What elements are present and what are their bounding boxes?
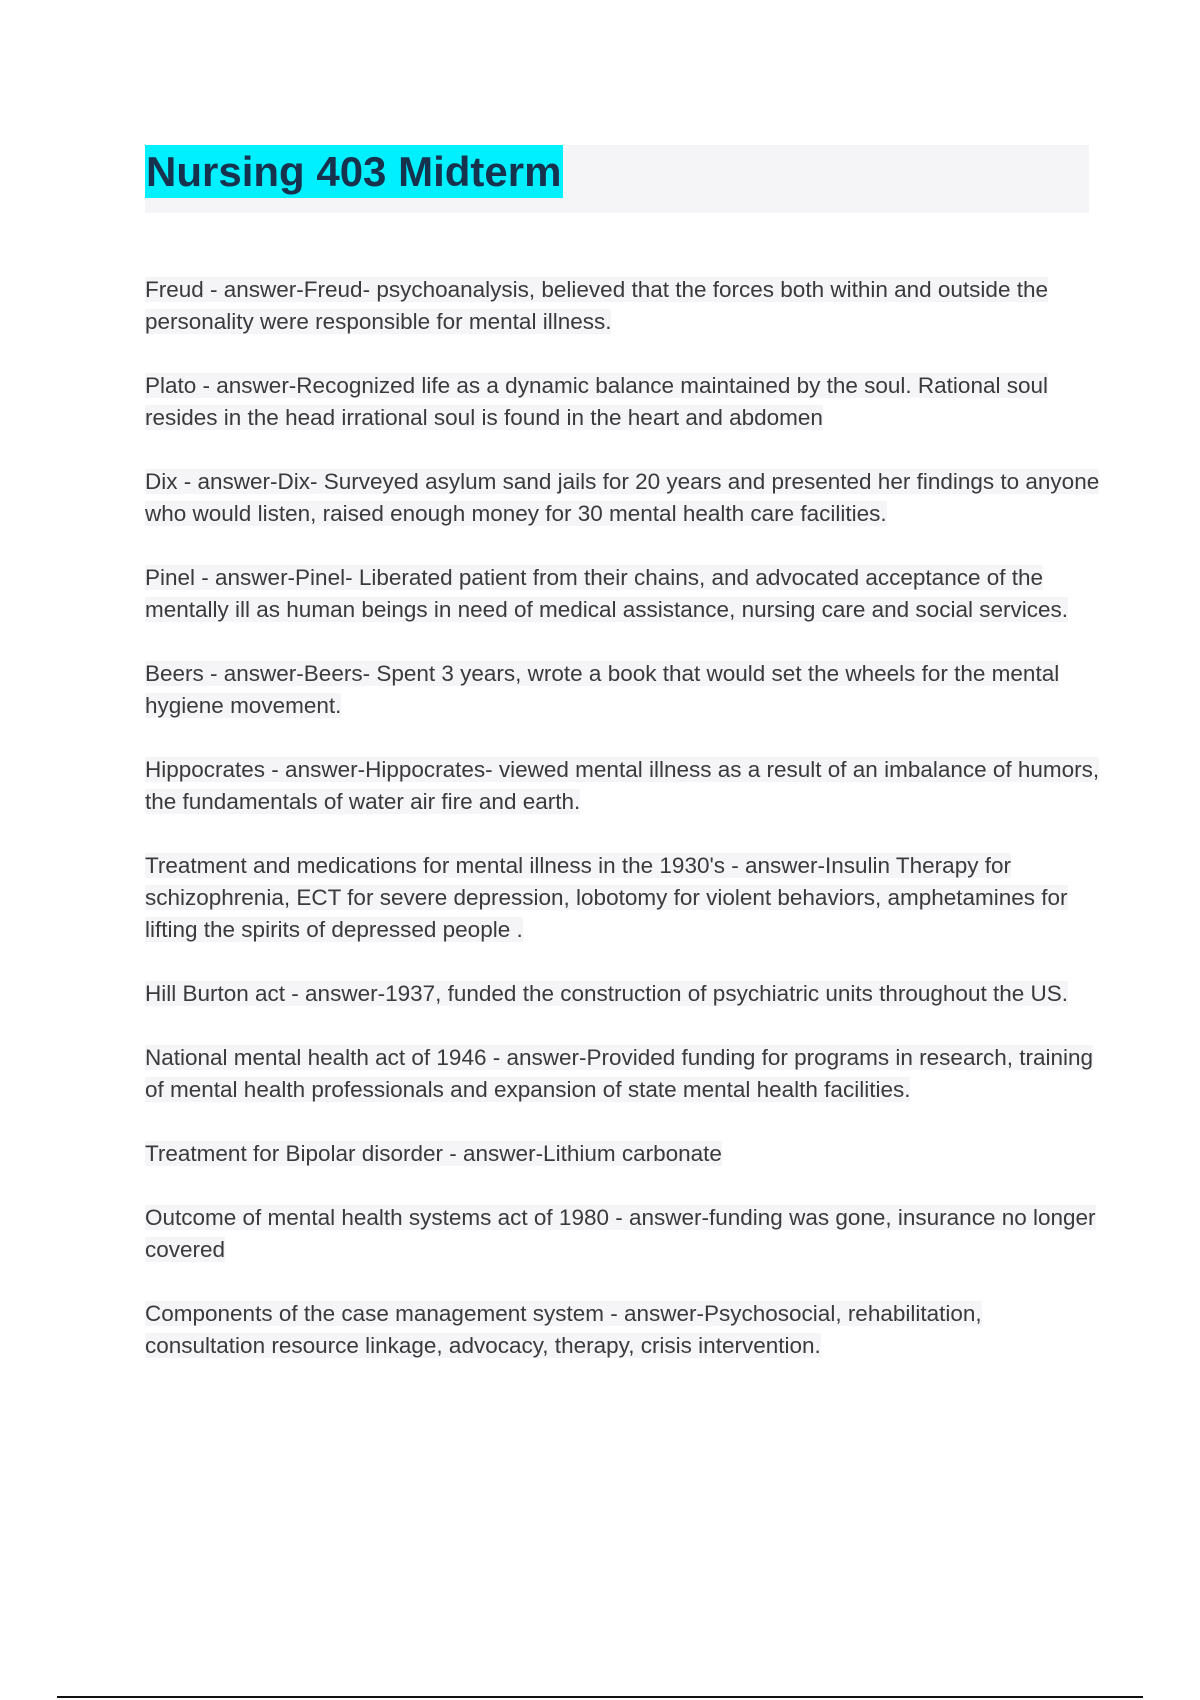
qa-item-hippocrates <box>145 754 1100 818</box>
qa-item-case-management <box>145 1298 1100 1362</box>
footer-rule <box>57 1696 1143 1698</box>
qa-list <box>145 274 1100 1394</box>
qa-item-text: Treatment for Bipolar disorder - answer-Lithium carbonate <box>145 1141 722 1166</box>
qa-item-hill-burton-act <box>145 978 1100 1010</box>
qa-item-treatment-1930s <box>145 850 1100 946</box>
qa-item-bipolar-treatment <box>145 1138 1100 1170</box>
qa-item-text: Beers - answer-Beers- Spent 3 years, wrote a book that would set the wheels for the mental hygiene movement. <box>145 661 1060 718</box>
qa-item-text: Dix - answer-Dix- Surveyed asylum sand jails for 20 years and presented her findings to anyone who would listen, raised enough money for 30 mental health care facilities. <box>145 469 1100 526</box>
qa-item-beers <box>145 658 1100 722</box>
page-title: Nursing 403 Midterm <box>145 145 563 198</box>
qa-item-systems-act-1980 <box>145 1202 1100 1266</box>
qa-item-text: Plato - answer-Recognized life as a dynamic balance maintained by the soul. Rational soul resides in the head irrational soul is found in the heart and abdomen <box>145 373 1048 430</box>
qa-item-text: Components of the case management system - answer-Psychosocial, rehabilitation, consultation resource linkage, advocacy, therapy, crisis intervention. <box>145 1301 982 1358</box>
qa-item-pinel <box>145 562 1100 626</box>
qa-item-text: Outcome of mental health systems act of 1980 - answer-funding was gone, insurance no longer covered <box>145 1205 1096 1262</box>
qa-item-plato <box>145 370 1100 434</box>
qa-item-text: Pinel - answer-Pinel- Liberated patient from their chains, and advocated acceptance of the mentally ill as human beings in need of medical assistance, nursing care and social services. <box>145 565 1068 622</box>
qa-item-text: Treatment and medications for mental illness in the 1930's - answer-Insulin Therapy for schizophrenia, ECT for severe depression, lobotomy for violent behaviors, amphetamines for lifting the spirits of depressed people . <box>145 853 1068 942</box>
qa-item-text: Freud - answer-Freud- psychoanalysis, believed that the forces both within and outside the personality were responsible for mental illness. <box>145 277 1048 334</box>
qa-item-text: Hill Burton act - answer-1937, funded the construction of psychiatric units throughout the US. <box>145 981 1068 1006</box>
qa-item-freud <box>145 274 1100 338</box>
qa-item-dix <box>145 466 1100 530</box>
qa-item-national-mental-health-act <box>145 1042 1100 1106</box>
qa-item-text: National mental health act of 1946 - answer-Provided funding for programs in research, training of mental health professionals and expansion of state mental health facilities. <box>145 1045 1094 1102</box>
qa-item-text: Hippocrates - answer-Hippocrates- viewed mental illness as a result of an imbalance of humors, the fundamentals of water air fire and earth. <box>145 757 1100 814</box>
